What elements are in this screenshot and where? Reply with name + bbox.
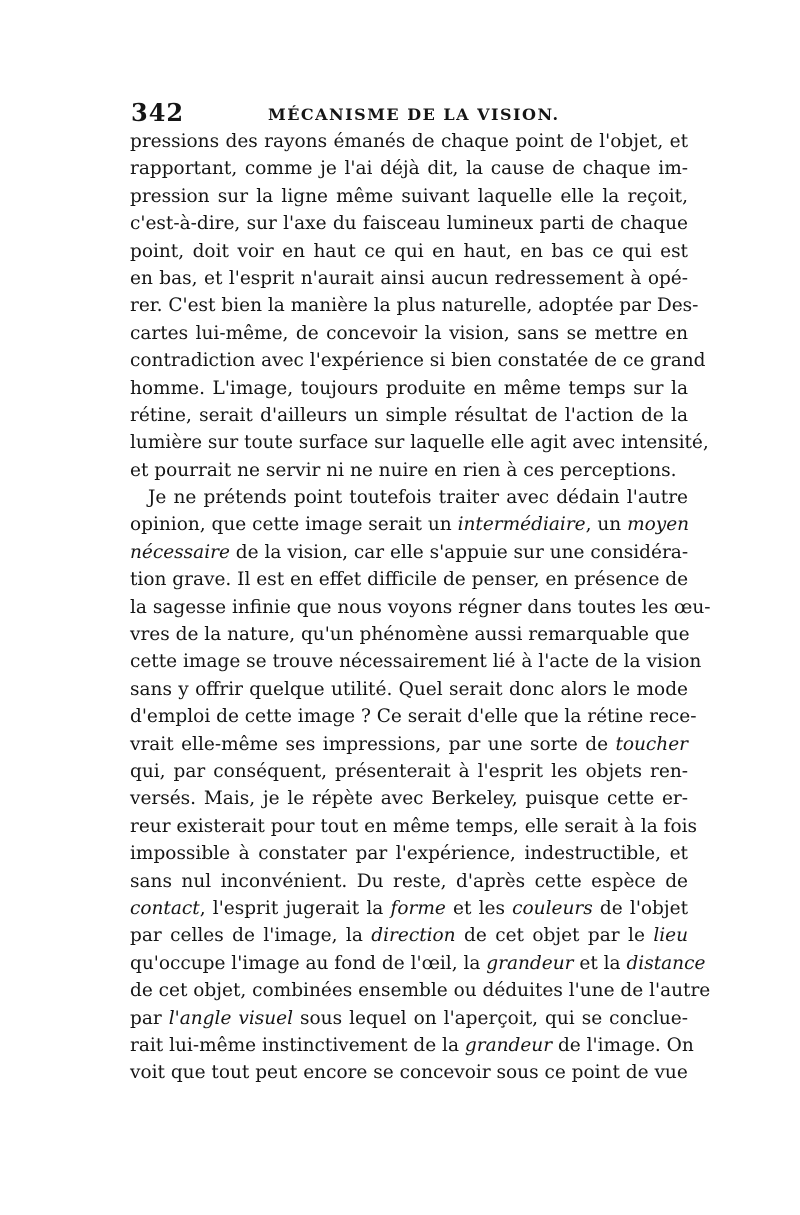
text-line xyxy=(130,676,688,703)
text-line xyxy=(130,484,688,511)
text-segment: opinion, que cette image serait un xyxy=(130,514,458,536)
italic-text-segment: direction xyxy=(371,925,456,947)
text-line xyxy=(130,210,688,237)
text-line xyxy=(130,320,688,347)
text-line xyxy=(130,566,688,593)
text-line xyxy=(130,922,688,949)
text-line xyxy=(130,840,688,867)
text-segment: Je ne prétends point toutefois traiter avec dédain l'autre xyxy=(148,487,688,509)
text-line xyxy=(130,1032,694,1059)
italic-text-segment: distance xyxy=(626,952,706,974)
text-line xyxy=(130,731,688,758)
text-line xyxy=(130,511,688,538)
text-line xyxy=(130,868,688,895)
text-segment: la sagesse infinie que nous voyons régner dans toutes les œu- xyxy=(130,596,711,618)
text-line xyxy=(130,1005,688,1032)
running-title: MÉCANISME DE LA VISION. xyxy=(268,105,560,124)
text-segment: de la vision, car elle s'appuie sur une considéra- xyxy=(229,541,689,563)
text-line xyxy=(130,621,688,648)
page-number: 342 xyxy=(131,98,185,127)
text-line xyxy=(130,375,688,402)
text-segment: pression sur la ligne même suivant laquelle elle la reçoit, xyxy=(130,185,688,207)
text-line xyxy=(130,648,702,675)
text-segment: sous lequel on l'aperçoit, qui se conclue- xyxy=(293,1007,688,1029)
text-line xyxy=(130,758,688,785)
text-line xyxy=(130,895,688,922)
text-segment: vres de la nature, qu'un phénomène aussi remarquable que xyxy=(130,624,690,646)
page-header xyxy=(131,98,685,128)
text-line xyxy=(130,950,706,977)
text-segment: cartes lui-même, de concevoir la vision, sans se mettre en xyxy=(130,322,688,344)
text-segment: en bas, et l'esprit n'aurait ainsi aucun redressement à opé- xyxy=(130,267,688,289)
text-segment: de l'image. On xyxy=(552,1034,694,1056)
text-segment: versés. Mais, je le répète avec Berkeley, puisque cette er- xyxy=(130,788,688,810)
italic-text-segment: grandeur xyxy=(464,1034,553,1056)
text-line xyxy=(130,128,688,155)
text-line xyxy=(130,183,688,210)
text-line xyxy=(130,347,706,374)
text-segment: rapportant, comme je l'ai déjà dit, la cause de chaque im- xyxy=(130,158,688,180)
text-segment: lumière sur toute surface sur laquelle elle agit avec intensité, xyxy=(130,432,709,454)
text-segment: et la xyxy=(573,952,627,974)
text-line xyxy=(130,1059,688,1086)
italic-text-segment: grandeur xyxy=(486,952,574,974)
italic-text-segment: contact xyxy=(130,897,200,919)
text-segment: , un xyxy=(585,514,628,536)
text-segment: rer. C'est bien la manière la plus naturelle, adoptée par Des- xyxy=(130,295,699,317)
text-segment: et les xyxy=(445,897,513,919)
text-segment: point, doit voir en haut ce qui en haut, en bas ce qui est xyxy=(130,240,688,262)
text-line xyxy=(130,785,688,812)
text-line xyxy=(130,292,699,319)
text-segment: qui, par conséquent, présenterait à l'esprit les objets ren- xyxy=(130,760,688,782)
text-segment: d'emploi de cette image ? Ce serait d'elle que la rétine rece- xyxy=(130,706,697,728)
text-line xyxy=(130,539,688,566)
text-line xyxy=(130,238,688,265)
text-line xyxy=(130,155,688,182)
italic-text-segment: l'angle visuel xyxy=(168,1007,294,1029)
text-segment: rétine, serait d'ailleurs un simple résultat de l'action de la xyxy=(130,404,688,426)
italic-text-segment: forme xyxy=(390,897,446,919)
italic-text-segment: moyen xyxy=(627,514,690,536)
text-line xyxy=(130,703,697,730)
text-segment: reur existerait pour tout en même temps, elle serait à la fois xyxy=(130,815,698,837)
italic-text-segment: lieu xyxy=(653,925,689,947)
text-segment: vrait elle-même ses impressions, par une sorte de xyxy=(130,733,616,755)
text-segment: , l'esprit jugerait la xyxy=(199,897,391,919)
text-segment: cette image se trouve nécessairement lié à l'acte de la vision xyxy=(130,651,702,673)
italic-text-segment: intermédiaire xyxy=(457,514,586,536)
text-segment: par xyxy=(130,1007,169,1029)
text-segment: et pourrait ne servir ni ne nuire en rien à ces perceptions. xyxy=(130,459,677,481)
text-line xyxy=(130,813,698,840)
text-segment: sans nul inconvénient. Du reste, d'après cette espèce de xyxy=(130,870,688,892)
text-line xyxy=(130,402,688,429)
italic-text-segment: toucher xyxy=(615,733,688,755)
text-segment: impossible à constater par l'expérience, indestructible, et xyxy=(130,843,688,865)
body-text xyxy=(130,128,711,1087)
italic-text-segment: couleurs xyxy=(512,897,593,919)
text-segment: pressions des rayons émanés de chaque point de l'objet, et xyxy=(130,131,688,152)
text-segment: rait lui-même instinctivement de la xyxy=(130,1034,465,1056)
text-segment: contradiction avec l'expérience si bien constatée de ce grand xyxy=(130,350,706,372)
text-line xyxy=(130,977,711,1004)
text-segment: voit que tout peut encore se concevoir sous ce point de vue xyxy=(130,1062,688,1084)
text-segment: c'est-à-dire, sur l'axe du faisceau lumineux parti de chaque xyxy=(130,213,688,235)
text-line xyxy=(130,429,709,456)
text-line xyxy=(130,457,688,484)
text-segment: qu'occupe l'image au fond de l'œil, la xyxy=(130,952,487,974)
text-segment: de l'objet xyxy=(592,897,689,919)
text-line xyxy=(130,594,711,621)
text-segment: tion grave. Il est en effet difficile de penser, en présence de xyxy=(130,569,689,591)
text-segment: de cet objet par le xyxy=(455,925,654,947)
text-segment: de cet objet, combinées ensemble ou déduites l'une de l'autre xyxy=(130,980,711,1002)
text-segment: par celles de l'image, la xyxy=(130,925,372,947)
text-segment: homme. L'image, toujours produite en même temps sur la xyxy=(130,377,688,399)
text-line xyxy=(130,265,688,292)
italic-text-segment: nécessaire xyxy=(130,541,230,563)
text-segment: sans y offrir quelque utilité. Quel serait donc alors le mode xyxy=(130,678,688,700)
